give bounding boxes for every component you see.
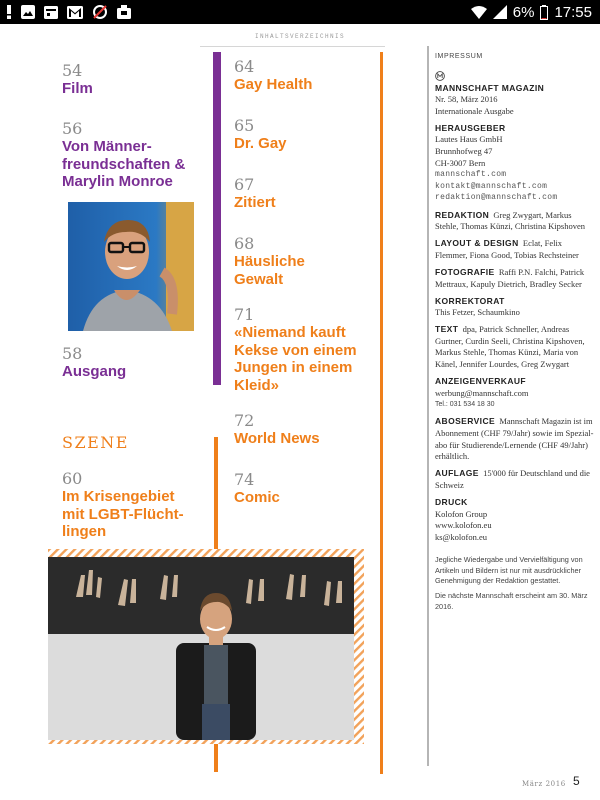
printer-email-link[interactable]: ks@kolofon.eu bbox=[435, 531, 487, 542]
anzeigen-heading: ANZEIGENVERKAUF bbox=[435, 376, 527, 387]
toc-entry-krisengebiet[interactable] bbox=[62, 469, 184, 541]
wifi-icon[interactable] bbox=[471, 6, 487, 19]
toc-entry-maennerfreundschaften[interactable] bbox=[62, 119, 185, 191]
credits-auflage bbox=[435, 468, 595, 491]
calendar-icon[interactable] bbox=[44, 5, 58, 19]
toc-entry-zitiert[interactable] bbox=[234, 175, 276, 212]
battery-percent: 6% bbox=[512, 3, 535, 21]
entry-title: Comic bbox=[234, 489, 280, 506]
alert-icon[interactable] bbox=[6, 5, 12, 19]
entry-page-number: 72 bbox=[234, 411, 255, 430]
toc-entry-dr-gay[interactable] bbox=[234, 116, 287, 153]
website-link[interactable]: mannschaft.com bbox=[435, 170, 507, 180]
ads-email-link[interactable]: werbung@mannschaft.com bbox=[435, 387, 529, 398]
credits-aboservice bbox=[435, 416, 595, 462]
magazine-title: MANNSCHAFT MAGAZIN bbox=[435, 82, 545, 93]
mannschaft-logo-icon bbox=[435, 71, 445, 81]
reproduction-disclaimer: Jegliche Wiedergabe und Vervielfältigung von Artikeln und Bildern ist nur mit ausdrücklicher Genehmigung der Redaktion gestattet. bbox=[435, 555, 583, 585]
entry-title: Gay Health bbox=[234, 76, 313, 93]
toc-entry-gay-health[interactable] bbox=[234, 57, 312, 94]
battery-icon[interactable] bbox=[540, 5, 548, 20]
signal-icon[interactable] bbox=[493, 5, 507, 19]
orange-divider bbox=[380, 52, 383, 774]
entry-page-number: 64 bbox=[234, 57, 255, 76]
credit-heading: KORREKTORAT bbox=[435, 295, 505, 306]
entry-title: Ausgang bbox=[62, 363, 127, 380]
section-label-szene: SZENE bbox=[62, 433, 129, 452]
impressum bbox=[435, 51, 595, 617]
herausgeber-heading: HERAUSGEBER bbox=[435, 122, 506, 133]
muted-icon[interactable] bbox=[92, 4, 108, 20]
printer-website-link[interactable]: www.kolofon.eu bbox=[435, 520, 492, 531]
entry-page-number: 60 bbox=[62, 469, 83, 488]
credit-text: Raffi P.N. Falchi, Patrick Mettraux, Kapuly Dietrich, Bradley Secker bbox=[435, 266, 585, 289]
credit-heading: REDAKTION bbox=[435, 209, 490, 220]
publisher-line: Lautes Haus GmbH bbox=[435, 134, 503, 145]
next-issue-note: Die nächste Mannschaft erscheint am 30. März 2016. bbox=[435, 591, 588, 611]
toc-entry-niemand-kauft-kekse[interactable] bbox=[234, 305, 357, 394]
clock: 17:55 bbox=[554, 3, 592, 21]
publisher-line: Brunnhofweg 47 bbox=[435, 146, 493, 157]
status-bar bbox=[0, 0, 600, 24]
contact-email-link[interactable]: kontakt@mannschaft.com bbox=[435, 181, 548, 191]
entry-title: Häusliche Gewalt bbox=[234, 253, 305, 288]
credits-fotografie bbox=[435, 267, 595, 290]
credits-redaktion bbox=[435, 210, 595, 233]
portrait-photo bbox=[68, 202, 194, 331]
credit-text: dpa, Patrick Schneller, Andreas Gurtner, Curdin Seeli, Christina Kipshoven, Markus Stehle, Thomas Künzi, Maria von Känel, Jennifer Lourdes, Greg Zwygart bbox=[435, 324, 585, 370]
entry-title: Film bbox=[62, 80, 93, 97]
toc-entry-ausgang[interactable] bbox=[62, 344, 126, 381]
notification-icons bbox=[6, 3, 131, 21]
credits-text bbox=[435, 324, 595, 370]
purple-column-bar bbox=[213, 52, 221, 385]
app-icon[interactable] bbox=[117, 5, 131, 19]
credits-layout bbox=[435, 238, 595, 261]
toc-entry-haeusliche-gewalt[interactable] bbox=[234, 234, 305, 288]
magazine-page bbox=[0, 24, 600, 800]
ads-phone: Tel.: 031 534 18 30 bbox=[435, 401, 495, 409]
credit-heading: ABOSERVICE bbox=[435, 416, 496, 427]
gmail-icon[interactable] bbox=[67, 6, 83, 19]
entry-page-number: 71 bbox=[234, 305, 255, 324]
toc-entry-world-news[interactable] bbox=[234, 411, 320, 448]
entry-title: Zitiert bbox=[234, 194, 276, 211]
entry-page-number: 74 bbox=[234, 470, 255, 489]
credit-text: Eclat, Felix Flemmer, Fiona Good, Tobias Rechsteiner bbox=[435, 238, 579, 260]
entry-page-number: 65 bbox=[234, 116, 255, 135]
footer-date: März 2016 bbox=[522, 780, 566, 788]
druck-heading: DRUCK bbox=[435, 497, 468, 507]
entry-page-number: 54 bbox=[62, 61, 83, 80]
credit-text: 15'000 für Deutschland und die Schweiz bbox=[435, 468, 590, 490]
credit-heading: AUFLAGE bbox=[435, 468, 479, 479]
entry-page-number: 56 bbox=[62, 119, 83, 138]
credit-text: Mannschaft Magazin ist im Abonnement (CHF 79/Jahr) sowie im Spezial-abo für Studierende/Lernende (CHF 49/Jahr) erhältlich. bbox=[435, 416, 594, 462]
entry-title: Von Männer- freundschaften & Marylin Monroe bbox=[62, 138, 186, 190]
printer-line: Kolofon Group bbox=[435, 508, 488, 519]
toc-entry-comic[interactable] bbox=[234, 470, 280, 507]
toc-entry-film[interactable] bbox=[62, 61, 93, 98]
header-rule bbox=[200, 46, 385, 47]
refugee-story-photo bbox=[48, 549, 364, 744]
image-icon[interactable] bbox=[21, 5, 35, 19]
impressum-separator bbox=[427, 46, 429, 766]
publisher-line: CH-3007 Bern bbox=[435, 157, 486, 168]
entry-page-number: 58 bbox=[62, 344, 83, 363]
impressum-header: IMPRESSUM bbox=[435, 53, 483, 60]
entry-page-number: 68 bbox=[234, 234, 255, 253]
credit-heading: TEXT bbox=[435, 324, 459, 335]
entry-title: Im Krisengebiet mit LGBT-Flücht- lingen bbox=[62, 488, 184, 540]
page-number: 5 bbox=[573, 774, 580, 788]
credit-heading: FOTOGRAFIE bbox=[435, 266, 495, 277]
credit-text: Greg Zwygart, Markus Stehle, Thomas Künzi, Christina Kipshoven bbox=[435, 209, 585, 232]
entry-page-number: 67 bbox=[234, 175, 255, 194]
edition-line: Internationale Ausgabe bbox=[435, 105, 514, 116]
entry-title: World News bbox=[234, 430, 320, 447]
system-icons bbox=[471, 0, 592, 24]
issue-line: Nr. 58, März 2016 bbox=[435, 94, 498, 105]
toc-header: INHALTSVERZEICHNIS bbox=[255, 33, 346, 40]
editorial-email-link[interactable]: redaktion@mannschaft.com bbox=[435, 193, 558, 203]
credit-text: This Fetzer, Schaumkino bbox=[435, 307, 520, 318]
entry-title: «Niemand kauft Kekse von einem Jungen in einem Kleid» bbox=[234, 324, 357, 394]
credits-korrektorat bbox=[435, 296, 595, 319]
credit-heading: LAYOUT & DESIGN bbox=[435, 238, 519, 249]
entry-title: Dr. Gay bbox=[234, 135, 287, 152]
